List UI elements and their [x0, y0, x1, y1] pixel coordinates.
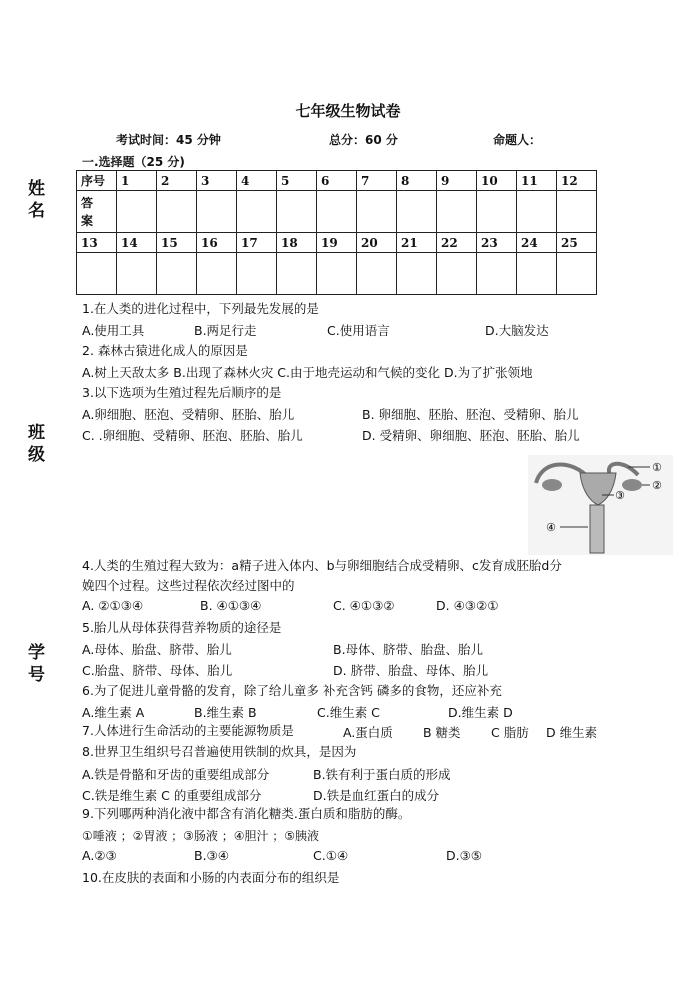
q9-items: ①唾液 ；②胃液 ；③肠液 ；④胆汁 ；⑤胰液	[82, 829, 320, 843]
table-row	[77, 191, 597, 233]
table-cell: 6	[317, 171, 357, 191]
table-cell: 3	[197, 171, 237, 191]
side-char: 姓	[28, 179, 45, 199]
exam-time: 考试时间：45 分钟	[116, 133, 221, 147]
q3-option-c: C. .卵细胞、受精卵、胚泡、胚胎、胎儿	[82, 428, 303, 443]
table-cell: 17	[237, 233, 277, 253]
table-cell: 20	[357, 233, 397, 253]
answer-cell[interactable]	[117, 253, 157, 295]
q3-stem: 3.以下选项为生殖过程先后顺序的是	[82, 385, 282, 400]
table-cell: 1	[117, 171, 157, 191]
table-cell: 5	[277, 171, 317, 191]
answer-cell[interactable]	[437, 253, 477, 295]
table-cell: 18	[277, 233, 317, 253]
q2-stem: 2. 森林古猿进化成人的原因是	[82, 343, 248, 358]
q10-stem: 10.在皮肤的表面和小肠的内表面分布的组织是	[82, 870, 340, 885]
q5-option-d: D. 脐带、胎盘、母体、胎儿	[333, 663, 489, 678]
reproductive-system-figure	[528, 455, 673, 555]
side-label-id	[28, 642, 48, 686]
side-char: 级	[28, 445, 45, 465]
table-cell: 10	[477, 171, 517, 191]
q5-option-b: B.母体、脐带、胎盘、胎儿	[333, 642, 484, 657]
q8-option-c: C.铁是维生素 C 的重要组成部分	[82, 788, 262, 803]
table-row	[77, 171, 597, 191]
q8-stem: 8.世界卫生组织号召普遍使用铁制的炊具，是因为	[82, 744, 357, 759]
q7-option-d: D 维生素	[546, 725, 598, 740]
answer-cell[interactable]	[237, 191, 277, 233]
q6-option-b: B.维生素 B	[194, 705, 257, 720]
table-cell: 11	[517, 171, 557, 191]
answer-cell[interactable]	[77, 253, 117, 295]
q4-option-b: B. ④①③④	[200, 598, 262, 613]
q4-option-c: C. ④①③②	[333, 598, 395, 613]
table-cell: 23	[477, 233, 517, 253]
q9-stem: 9.下列哪两种消化液中都含有消化糖类.蛋白质和脂肪的酶。	[82, 806, 411, 821]
answer-cell[interactable]	[557, 191, 597, 233]
table-cell: 8	[397, 171, 437, 191]
q6-option-a: A.维生素 A	[82, 705, 145, 720]
q7-option-c: C 脂肪	[491, 725, 529, 740]
table-row	[77, 233, 597, 253]
answer-cell[interactable]	[317, 191, 357, 233]
q9-option-c: C.①④	[313, 848, 349, 863]
q3-option-b: B. 卵细胞、胚胎、胚泡、受精卵、胎儿	[362, 407, 579, 422]
table-cell: 4	[237, 171, 277, 191]
q4-option-a: A. ②①③④	[82, 598, 144, 613]
table-cell: 25	[557, 233, 597, 253]
q9-option-b: B.③④	[194, 848, 229, 863]
side-char: 号	[28, 665, 45, 685]
page-title: 七年级生物试卷	[295, 102, 401, 120]
answer-label: 答案	[81, 195, 94, 228]
side-label-class	[28, 422, 48, 466]
table-cell: 序号	[77, 171, 117, 191]
q1-option-a: A.使用工具	[82, 323, 145, 338]
side-char: 学	[28, 643, 45, 663]
answer-cell[interactable]	[197, 253, 237, 295]
right-ovary	[622, 479, 642, 491]
q1-option-c: C.使用语言	[327, 323, 390, 338]
q4-option-d: D. ④③②①	[436, 598, 499, 613]
q6-option-d: D.维生素 D	[448, 705, 513, 720]
answer-cell[interactable]	[357, 253, 397, 295]
q2-options: A.树上天敌太多 B.出现了森林火灾 C.由于地壳运动和气候的变化 D.为了扩张领地	[82, 365, 533, 380]
table-cell: 14	[117, 233, 157, 253]
table-cell: 7	[357, 171, 397, 191]
q6-option-c: C.维生素 C	[317, 705, 380, 720]
q8-option-d: D.铁是血红蛋白的成分	[313, 788, 440, 803]
figure-label-4: ④	[546, 521, 556, 534]
answer-cell[interactable]	[437, 191, 477, 233]
answer-cell[interactable]	[357, 191, 397, 233]
q6-stem: 6.为了促进儿童骨骼的发育，除了给儿童多 补充含钙 磷多的食物，还应补充	[82, 683, 502, 698]
q3-option-a: A.卵细胞、胚泡、受精卵、胚胎、胎儿	[82, 407, 295, 422]
table-cell: 16	[197, 233, 237, 253]
q5-option-c: C.胎盘、脐带、母体、胎儿	[82, 663, 233, 678]
q7-option-b: B 糖类	[423, 725, 461, 740]
q8-option-b: B.铁有利于蛋白质的形成	[313, 767, 451, 782]
table-cell: 22	[437, 233, 477, 253]
table-cell: 21	[397, 233, 437, 253]
answer-label-cell	[77, 191, 117, 233]
answer-cell[interactable]	[197, 191, 237, 233]
answer-cell[interactable]	[157, 191, 197, 233]
figure-label-3: ③	[615, 489, 625, 502]
answer-cell[interactable]	[277, 191, 317, 233]
answer-cell[interactable]	[157, 253, 197, 295]
total-score: 总分：60 分	[329, 133, 398, 147]
answer-cell[interactable]	[517, 253, 557, 295]
answer-cell[interactable]	[477, 191, 517, 233]
table-row	[77, 253, 597, 295]
q7-stem: 7.人体进行生命活动的主要能源物质是	[82, 723, 294, 738]
answer-cell[interactable]	[277, 253, 317, 295]
figure-label-1: ①	[652, 461, 662, 474]
figure-label-2: ②	[652, 479, 662, 492]
q8-option-a: A.铁是骨骼和牙齿的重要组成部分	[82, 767, 270, 782]
answer-cell[interactable]	[517, 191, 557, 233]
q9-option-d: D.③⑤	[446, 848, 483, 863]
answer-cell[interactable]	[117, 191, 157, 233]
table-cell: 2	[157, 171, 197, 191]
section-title: 一.选择题（25 分)	[82, 155, 185, 169]
answer-table	[76, 170, 597, 295]
vagina	[590, 505, 604, 553]
answer-cell[interactable]	[397, 253, 437, 295]
answer-cell[interactable]	[397, 191, 437, 233]
table-cell: 13	[77, 233, 117, 253]
table-cell: 24	[517, 233, 557, 253]
author-label: 命题人：	[493, 133, 542, 147]
side-char: 班	[28, 423, 45, 443]
answer-cell[interactable]	[237, 253, 277, 295]
answer-cell[interactable]	[557, 253, 597, 295]
side-char: 名	[28, 201, 45, 221]
q9-option-a: A.②③	[82, 848, 117, 863]
table-cell: 15	[157, 233, 197, 253]
answer-cell[interactable]	[477, 253, 517, 295]
q7-option-a: A.蛋白质	[343, 725, 393, 740]
q3-option-d: D. 受精卵、卵细胞、胚泡、胚胎、胎儿	[362, 428, 580, 443]
q5-option-a: A.母体、胎盘、脐带、胎儿	[82, 642, 232, 657]
q4-stem-line1: 4.人类的生殖过程大致为：a精子进入体内、b与卵细胞结合成受精卵、c发育成胚胎d分	[82, 558, 562, 573]
answer-cell[interactable]	[317, 253, 357, 295]
q1-stem: 1.在人类的进化过程中，下列最先发展的是	[82, 301, 319, 316]
side-label-name	[28, 178, 48, 222]
table-cell: 19	[317, 233, 357, 253]
q1-option-d: D.大脑发达	[485, 323, 549, 338]
q1-option-b: B.两足行走	[194, 323, 257, 338]
q4-stem-line2: 娩四个过程。这些过程依次经过图中的	[82, 578, 295, 593]
q5-stem: 5.胎儿从母体获得营养物质的途径是	[82, 620, 282, 635]
left-ovary	[542, 479, 562, 491]
table-cell: 12	[557, 171, 597, 191]
table-cell: 9	[437, 171, 477, 191]
